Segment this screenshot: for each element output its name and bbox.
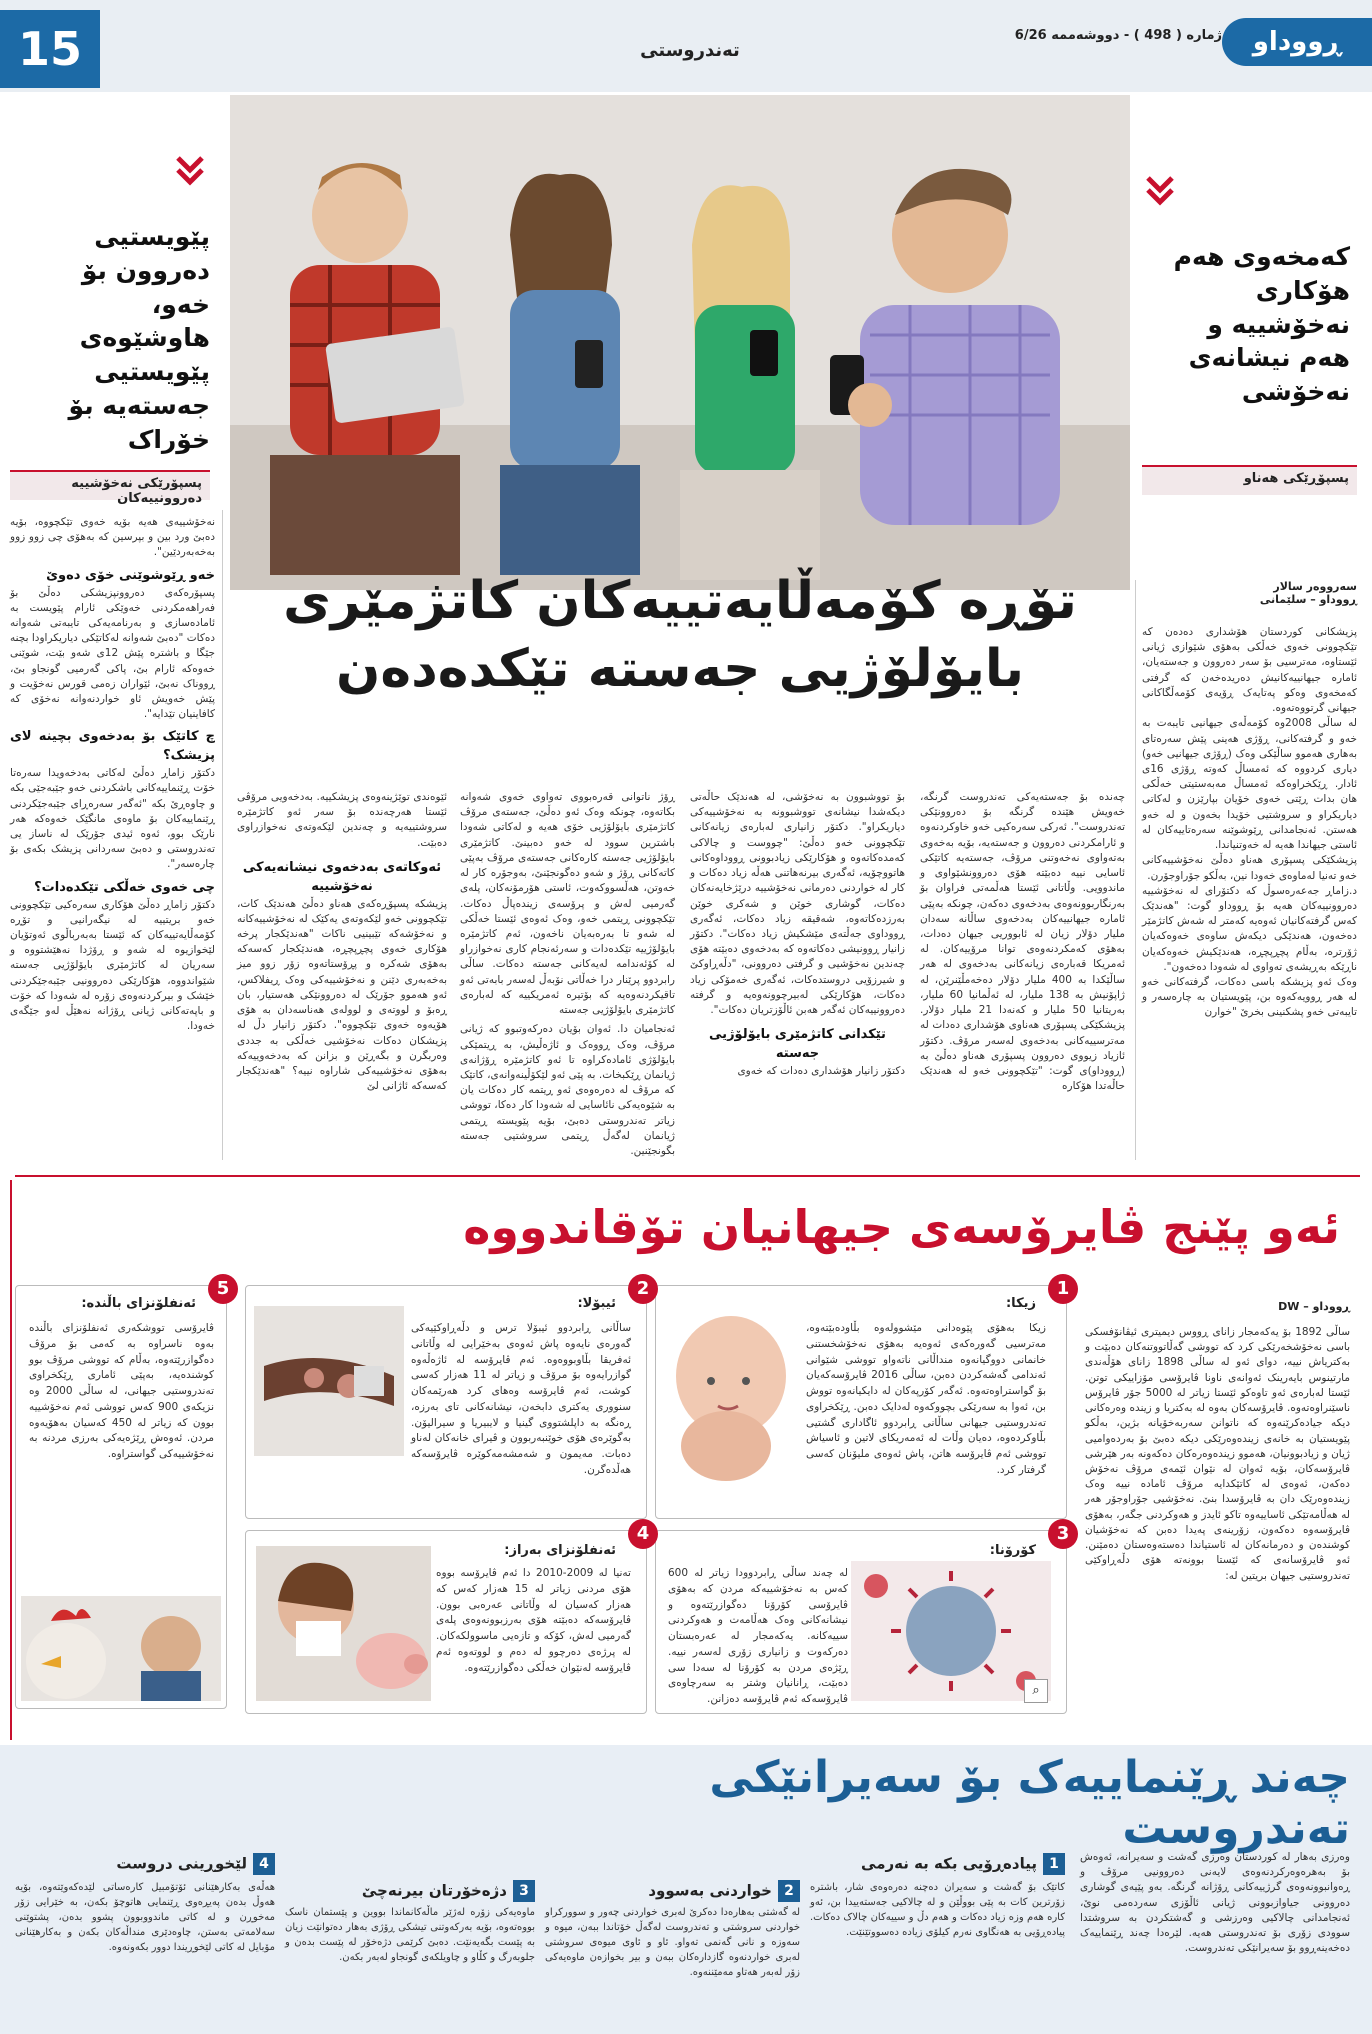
right-body-4: د.زاماڕ جەعەرەسوڵ کە دکتۆرای لە نەخۆشییە دەروونییەکان هەیە بۆ ڕووداو گوت: "هەندێک کەس گرفتەکانیان ئەوەیە کەمتر لە شەش کاتژمێر دەخەون، هەندێکی دیکەش ساوەی خەوەکەیان ژۆرترە، بەڵام پچڕپچڕە، هەندێکیش خەوەکەیان ناڕێکە بەڕیشەی تەواوی لە شەودا دەخەون". bbox=[1142, 884, 1357, 973]
page-number: 15 bbox=[0, 10, 100, 88]
tip-heading-1 bbox=[810, 1853, 1065, 1875]
byline-org: ڕووداو – سلێمانی bbox=[1259, 593, 1357, 606]
coronavirus-illustration bbox=[851, 1561, 1051, 1701]
left-subhead-3: چی خەوی خەڵکی تێکدەدات؟ bbox=[34, 879, 215, 895]
virus-number: 3 bbox=[1048, 1519, 1078, 1549]
virus-section-rule bbox=[15, 1175, 1360, 1177]
search-icon[interactable]: ⌕ bbox=[1024, 1679, 1048, 1703]
tip-number: 3 bbox=[513, 1880, 535, 1902]
virus-text: تەنیا لە 2009-2010 دا ئەم ڤایرۆسە بووە هۆی مردنی زیاتر لە 15 هەزار کەس کە هەزار کەسیان لە وڵاتانی عەرەبی بوون. ڤایرۆسەکە دەبێتە هۆی بەرزبوونەوەی پلەی گەرمیی لەش، کۆکە و تازەیی ماسوولکەکان. لە پرژەی دەرچوو لە دەم و لووتەوە ئەم ڤایرۆسە لەنێوان خەڵکی دەگوازرێتەوە. bbox=[436, 1567, 631, 1674]
logo bbox=[1222, 18, 1372, 66]
article-subhead: ئەوکاتەی بەدخەوی نیشانەیەکی نەخۆشییە bbox=[242, 859, 442, 894]
article-text: چەندە بۆ جەستەیەکی تەندروست گرنگە، خەویش هێندە گرنگە بۆ دەروونێکی تەندروست". ئەرکی سەرەکیی خەو خاوکردنەوە و ئارامکردنی دەروون و جەستەیە، بۆیە بەخەوی بەتەواوی نەخەوتنی مرۆڤ، جەستەیە کاتێکی ئاسایی نییە دەبێتە هۆی دەروونشێواوی و ماندوویی. وڵاتانی ئێستا هەڵمەتی فراوان بۆ بەرنگاربوونەوەی بەدخەوی دەکەن، چونکە بەپێی ئامارە جیهانییەکان بەدخەوی ساڵانە سەدان ملیار دۆلار زیان لە ئابووریی جیهان دەدات، بەهۆی کەمکردنەوەی توانا مرۆییەکان. لە ئەمریکا قەبارەی زیانەکانی بەدخەوی لە هەر ساڵێکدا بە 400 ملیار دۆلار دەخەمڵێنرێن، لە ژاپۆنیش بە 138 ملیار، لە ئەڵمانیا 60 ملیار، بەریتانیا 50 ملیار و کەنەدا 21 ملیار دۆلار. پزیشکێکی پسپۆری هەناوی هۆشداری دەدات لە مەترسییەکانی بەدخەوی لەسەر مرۆڤ. دکتۆر ئازیاد زیووی دەروون پسپۆری هەناو دەڵێ بە (ڕووداو)ی گوت: "تێکچوونی خەو لە هەندێک حاڵەتدا هۆکارە bbox=[920, 791, 1126, 1093]
article-column-1 bbox=[920, 790, 1125, 1094]
tip-heading-2 bbox=[545, 1880, 800, 1902]
article-subhead: تێکدانی کاتژمێری بایۆلۆژیی جەستە bbox=[709, 1027, 886, 1062]
virus-card-corona bbox=[655, 1523, 1070, 1714]
article-text: ئێوەندی توێژینەوەی پزیشکییە. بەدخەویی مرۆڤی ئێستا هەرچەندە بۆ سەر ئەو کاتژمێرە سروشتییەیە و چەندین لێکەوتەی نەخوازراوی دەبێت. bbox=[237, 791, 447, 849]
virus-source: ڕووداو – DW bbox=[1278, 1300, 1350, 1313]
virus-number: 2 bbox=[628, 1274, 658, 1304]
virus-name: ئەنفلۆنزای باڵندە: bbox=[81, 1296, 196, 1311]
tips-intro bbox=[1080, 1850, 1350, 1957]
left-body-4: دکتۆر زاماڕ دەڵێ هۆکاری سەرەکیی تێکچوونی خەو بریتییە لە نیگەرانیی و تۆڕە کۆمەڵایەتییەکان کە ئێستا بەبەرباڵوی ئەوتۆیان لێخوازیوە لە شەو و ڕۆژدا نەهێشتووە و سەریان لە کاتژمێری بایۆلۆژیی جەستە شێواندووە، هۆکارێکی دەروونیی جێبەجێکردنی خێشک و بیرکردنەوەی زۆرە لە شەودا کە خۆت و باپەتەکانی ژیانی ڕۆژانە نەهێڵ لەو جێگەی خەودا. bbox=[10, 898, 215, 1033]
right-body-3: پزیشکێکی پسپۆری هەناو دەڵێ نەخۆشییەکانی خەو تەنیا لەماوەی خەودا نین، بەڵکو جۆراوجۆرن. bbox=[1142, 854, 1357, 882]
tip-title: خواردنی بەسوود bbox=[648, 1881, 772, 1900]
virus-number: 4 bbox=[628, 1519, 658, 1549]
tip-text-4: هەڵەی بەکارهێنانی ئۆتۆمبیل کارەساتی لێدەکەوێتەوە، بۆیە هەوڵ بدەن پەیڕەوی ڕێنمایی هاتوچۆ بکەن، بە خێرایی زۆر مەخوڕن و لە کاتی ماندووبوون پشوو بدەن، پشتوێنی سەلامەتی بەستن، چاوەدێری منداڵەکان بکەن و بەکارهێنانی مۆبایل لە کاتی لێخوڕیندا دوور بکەونەوە. bbox=[15, 1882, 275, 1953]
left-sidebar-tag: پسپۆرێکی نەخۆشییە دەروونییەکان bbox=[10, 470, 210, 500]
virus-text: لە چەند ساڵی ڕابردوودا زیاتر لە 600 کەس بە نەخۆشییەکە مردن کە بەهۆی ڤایرۆسی کۆرۆنا دەگوازرێتەوە و نیشانەکانی وەک هەڵامەت و هەوکردنی سییەکانە. یەکەمجار لە عەرەبستان دەرکەوت و زانیاری زۆری لەسەر نییە. ڕێژەی مردن بە کۆرۆنا لە سەدا سی دەبێت، ڕانانیان وشتر بە سەرچاوەی ڤایرۆسەکە ئەم ڤایرۆسە دەزانن. bbox=[668, 1567, 848, 1705]
right-body-5: وەک ئەو پزیشکە باسی دەکات، گرفتەکانی خەو لە هەر ڕوویەکەوە بن، پێویستیان بە چارەسەر و تایبەتی خەو پشکنینی بخرێ "خوارن bbox=[1142, 976, 1357, 1019]
virus-name: زیکا: bbox=[1005, 1296, 1036, 1311]
virus-card-bird-flu bbox=[15, 1278, 230, 1709]
tip-text-2: لە گەشتی بەهارەدا دەکرێ لەبری خواردنی چەور و سوورکراو خواردنی سروشتی و تەندروست لەگەڵ خۆتاندا ببەن، میوە و سەوزە و نانی گەنمی تەواو. ئاو و ئاوی میوەی سروشتی لەبری خواردنەوە گازدارەکان ببەن و بیر بخوازەن ماوەیەکی زۆر لەبەر هەتاو مەمێننەوە. bbox=[545, 1907, 800, 1978]
virus-intro bbox=[1085, 1325, 1350, 1584]
left-subhead-1: خەو ڕێوشوێنی خۆی دەوێ bbox=[46, 567, 215, 583]
column-divider bbox=[222, 510, 223, 1160]
main-article-title: تۆڕە کۆمەڵایەتییەکان کاتژمێری بایۆلۆژیی جەستە تێکدەدەن bbox=[283, 571, 1077, 699]
tip-heading-4 bbox=[15, 1853, 275, 1875]
right-sidebar-tag: پسپۆڕێکی هەناو bbox=[1142, 465, 1357, 495]
article-column-4 bbox=[237, 790, 447, 1094]
sneezing-woman-and-pig-illustration bbox=[256, 1546, 431, 1701]
virus-section-border bbox=[10, 1180, 12, 1740]
logo-text: ڕووداو bbox=[1252, 27, 1342, 57]
right-sidebar-body bbox=[1142, 625, 1357, 1021]
article-column-3 bbox=[460, 790, 675, 1159]
teens-with-phones-illustration bbox=[230, 95, 1130, 590]
article-text: ئەنجامیان دا. ئەوان بۆیان دەرکەوتبوو کە ژیانی مرۆڤ، وەک ڕووەک و ئاژەڵیش، بە ڕیتمێکی بایۆلۆژی ئامادەکراوە تا ئەو کاتژمێرە ڕۆژانەی ژیانمان ڕێکبخات. بە پێی ئەو لێکۆڵینەوانەی، کاتێک کە مرۆڤ لە دەرەوەی ئەو ڕیتمە کار دەکات یان بە شێوەیەکی نائاسایی لە شەودا کار دەکا، تووشی زیاتر تەندروستی دەبێ، بۆیە پێویستە ڕیتمی ژیانمان لەگەڵ ڕیتمی سروشتیی جەستە بگونجێنین. bbox=[460, 1023, 675, 1158]
tip-number: 1 bbox=[1043, 1853, 1065, 1875]
tips-section-title: چەند ڕێنماییەک بۆ سەیرانێکی تەندروست bbox=[709, 1752, 1350, 1854]
left-sidebar-body bbox=[10, 515, 215, 1035]
left-sidebar-headline: پێویستیی دەروون بۆ خەو، هاوشێوەی پێویستیی جەستەیە بۆ خۆراک bbox=[68, 222, 210, 454]
rooster-and-man-illustration bbox=[21, 1596, 221, 1701]
chevron-down-icon bbox=[1140, 170, 1180, 214]
virus-card-ebola bbox=[245, 1278, 650, 1519]
article-column-2 bbox=[690, 790, 905, 1079]
virus-intro-text: ساڵی 1892 بۆ یەکەمجار زانای ڕووس دیمیتری ئیڤانۆفسکی باسی نەخۆشخەرێکی کرد کە تووشی گەڵاتووتنەکان دەبێت و بەکتریاش نییە، دوای ئەو لە ساڵی 1898 زانای هۆڵەندی مارتینوس بایەرینک ئەوانەی ناونا ڤایرۆسی مۆزاییکی توتن. ئێستا لەبارەی ئەو تاوەکو ئێستا زیاتر لە 5000 جۆر ڤایرۆس ناسێنراوەتەوە. ڤایرۆسەکان بەوە لە بەکتریا و زیندە وەرەکانی دیکە جیادەکرێنەوە کە ناتوانن سەربەخۆیانە بژین، بەڵکو پێویستیان بە خانەی زیندەوەرێکی دیکە دەبێ بۆ بەردەوامیی ژیان و زیادبوونیان، هەموو زیندەوەرەکان دەکەونە بەر هێرشی ڤایرۆسەکان، بۆیە ئەوان لە نێوان ئێمەی مرۆڤ نەخۆش دەکەن، ئەوەی لە کاتێکدایە مرۆڤ ئامادە نییە وەک زیندەوەرێک دان بە ڤایرۆسدا بنێ. نەخۆشیی جۆراوجۆر هەر لە هەڵامەتێکی ئاساییەوە تاکو ئایدز و هەوکردنی جگەر، بەهۆی ڤایرۆسەوە دەکەون، زۆرینەی پەیدا دەبن کە نەخۆشیان کوشندەن و دەرمانەکان لە ئاستیاندا دەستەوەستان دەمێنن. ئەو ڤایرۆسانەی کە ئێستا بوونەتە هۆی دڵەڕاوکێی تەندروستیی جیهان بریتین لە: bbox=[1085, 1326, 1350, 1582]
column-divider bbox=[1135, 580, 1136, 1160]
byline bbox=[1142, 580, 1357, 606]
virus-text: زیکا بەهۆی پێوەدانی مێشوولەوە بڵاودەبێتەوە، مەترسیی گەورەکەی ئەوەیە بەهۆی نەخۆشخستنی خانمانی دووگیانەوە منداڵانی ناتەواو تووشی شێوانی ئەندامی گەشەکردن دەبن، ساڵی 2016 ڤایرۆسەکەیان بۆ گواستراوەتەوە. ئەگەر کۆرپەکان لە دایکیانەوە تووش بن، ئەوا بە سەرێکی بچووکەوە لەدایک دەبن. ڕێکخراوی تەندروستیی جیهانی ساڵانی ڕابردوو ئاگاداری گشتیی بڵاوکردەوە، دەیان وڵات لە ئەمەریکای لاتین و ئاسیاش تووشی ئەم ڤایرۆسە هاتن، پاش ئەوەی ملیۆنان کەسی گرفتار کرد. bbox=[806, 1322, 1047, 1476]
virus-text: ساڵانی ڕابردوو ئیبۆلا ترس و دڵەڕاوکێیەکی گەورەی نایەوە پاش ئەوەی بەخێرایی لە وڵاتانی ئەفریقا بڵاوبووەوە. ئەم ڤایرۆسە لە ئاژەڵەوە گوازرایەوە بۆ مرۆڤ و زیاتر لە 11 هەزار کەسی کوشت، ئەم ڤایرۆسە وەهای کرد هەرێمەکان سنووری یەکتری دابخەن، نیشانەکانی تای بەرزە، ڕەنگە بە داپلشتووی گینیا و لایبیریا و سیرالیۆن. بەگوێرەی هۆی خوێنبەربوون و ڤیرای خانەکان لەناو دەبات. مەیمون و شەمشەمەکوێرە ڤایرۆسەکە هەڵدەگرن. bbox=[411, 1322, 632, 1476]
tip-number: 2 bbox=[778, 1880, 800, 1902]
virus-number: 5 bbox=[208, 1274, 238, 1304]
byline-name: سەرووەر سالار bbox=[1273, 580, 1357, 593]
virus-card-swine-flu bbox=[245, 1523, 650, 1714]
left-body-2: پسپۆرەکەی دەروونپزیشکی دەڵێ بۆ فەراهەمکردنی خەوێکی ئارام پێویست بە ئامادەسازی و بەرنامەیەکی تایبەتی شەوانە دەکات "دەبێ شەوانە لەکاتێکی دیاریکراودا بچنە جێگا و باشترە پێش 12ی شەو بێت، شوێنی خەوەکە ئارام بێ، پاکی گەرمیی گونجاو بێ، ڕووناک نەبێ، ئێواران زەمی قورس نەخۆیت و پێش خەویش ئاو خواردنەوانە نەخۆی کە کافاینیان تێدایە". bbox=[10, 586, 215, 721]
virus-name: کۆرۆنا: bbox=[989, 1543, 1036, 1558]
article-text: پزیشکە پسپۆڕەکەی هەناو دەڵێ هەندێک کات، تێکچوونی خەو لێکەوتەی یەکێک لە نەخۆشییەکانە و نەخۆشەکە تێبینیی ناکات "هەندێکجار پرخە هۆکاری خەوی پچڕپچڕە، هەندێکجار کەسەکە بەهۆی شەکرە و پڕۆستاتەوە زۆر زوو میز بەخەبەری دێنن و نەخۆشییەکی وەک ڕیفلاکس، ئەو هەموو جۆرێک لە دەروونێکی هەستیار، بان ڕەبۆ و لووتەی و لوولەی هەناسەدان بە هۆی هۆیەوە خەوی تێکچووە". دکتۆر زانیار دڵ لە پزیشکان دەکات نەخۆشیی خەڵکی بە جددی وەربگرن و بگەڕێن و بزانن کە بەدخەوییەکە بەهۆی نەخۆشییەکی شاراوە نییە؟ "هەندێکجار کەسەکە ئاژانی لێ bbox=[237, 897, 447, 1093]
infected-arm-illustration bbox=[254, 1306, 404, 1456]
virus-section-title: ئەو پێنج ڤایرۆسەی جیهانیان تۆقاندووە bbox=[463, 1200, 1340, 1254]
right-body-2: لە ساڵی 2008وە کۆمەڵەی جیهانیی تایبەت بە خەو و گرفتەکانی، ڕۆژی هەینی پێش سەرەتای بەهاری هەموو ساڵێکی وەک (ڕۆژی جیهانیی خەو) دیاری کردووە کە ئەمساڵ کەوتە ڕۆژی 16ی ئادار. ڕێکخراوەکە ئەمساڵ مەبەستیتی خەڵکی هان بدات ڕێتی خەوی خۆیان بپارێزن و لەکاتی دیاریکراو و سروشتیی خۆیدا بخەون و لە خەو هەستن. ئەنجامدانی ڕێوشوێنە سەرەتاییەکان لە ئاستی جیهاندا هەیە لە خەوتنیاندا. bbox=[1142, 717, 1357, 852]
right-body-1: پزیشکانی کوردستان هۆشداری دەدەن کە تێکچوونی خەوی خەڵکی بەهۆی شێوازی ژیانی ئێستاوە، مەترسیی بۆ سەر دەروون و جەستەیان، ئامارە جیهانییەکانیش دەریدەخەن کە گرفتی کەمخەوی وەکو پەتایەک ڕۆیەی کۆمەڵگاکانی جیهانی گرتووەتەوە. bbox=[1142, 626, 1357, 715]
article-text: ڕۆژ ناتوانی قەرەبووی تەواوی خەوی شەوانە بکاتەوە، چونکە وەک ئەو دەڵێ، جەستەی مرۆڤ کاتژمێری بایۆلۆژیی خۆی هەیە و لەکاتی شەودا باشترین سوود لە خەو دەبینێ. کاتژمێری بایۆلۆژیی جەستە کارەکانی جەستەی مرۆڤ بەپێی کاتەکانی ڕۆژ و شەو دەگونجێنێ، بەوجۆرە کار لە خەوتن، هەڵسووکەوت، ئاستی هۆرمۆنەکان، پلەی گەرمیی لەش و پرۆسەی زیندەپاڵ دەکات. تێکچوونی ڕیتمی خەو، وەک ئەوەی ئێستا خەڵکی لە شەو تا بەرەبەیان ناخەون، ئەم کاتژمێرە بایۆلۆژییە تێکدەدات و سەرئەنجام کاری نەخوازراو لە کۆئەندامە لەیەکانی جەستە دەکات. ساڵی رابردوو پرێنار درا خەڵاتی نۆبەڵ لەسەر بابەتی ئەو تاقیکردنەوەیە کە بۆتیرە ئەمریکییە کە لەبارەی کاتژمێری بایۆلۆژیی جەستە bbox=[460, 791, 675, 1017]
virus-number: 1 bbox=[1048, 1274, 1078, 1304]
virus-name: ئەنفلۆنزای بەراز: bbox=[504, 1543, 616, 1558]
chevron-down-icon bbox=[170, 150, 210, 194]
issue-line: ژمارە ( 498 ) - دووشەممە 6/26 bbox=[1014, 28, 1222, 43]
tip-text-1: کاتێک بۆ گەشت و سەیران دەچنە دەرەوەی شار، باشترە زۆرترین کات بە پێی بووڵێن و لە چالاکیی جەستەییدا بن، ئەو کارە هەم وزە زیاد دەکات و هەم دڵ و سییەکان چالاک دەکات. پیادەڕۆیی بە هەنگاوی نەرم کیلۆی زیادە دەسووتێنێت. bbox=[810, 1882, 1065, 1938]
left-body-1: نەخۆشییەی هەیە بۆیە خەوی تێکچووە، بۆیە دەبێ ورد بین و بپرسین کە بەهۆی چی زوو زوو بەخەبەردێین". bbox=[10, 516, 215, 559]
section-title: تەندروستی bbox=[640, 40, 740, 61]
tip-title: لێخوڕینی دروست bbox=[116, 1854, 247, 1873]
tip-text-3: ماوەیەکی زۆرە لەژێر ماڵەکانماندا بووین و پێستمان ناسک بووەتەوە، بۆیە بەرکەوتنی تیشکی ڕۆژی بەهار دەتوانێت زیان بە پێست بگەیەنێت. دەبێ کرێمی دژەخۆر لە پێست بدەن و جلوبەرگ و کڵاو و چاویلکەی گونجاو لەبەر بکەن. bbox=[285, 1907, 535, 1963]
virus-name: ئیبۆلا: bbox=[577, 1296, 616, 1311]
tips-intro-text: وەرزی بەهار لە کوردستان وەرزی گەشت و سەیرانە، ئەوەش بۆ بەهرەوەرکردنەوەی لایەنی دەروونیی مرۆڤ و ڕەوانبوونەوەی گرژییەکانی ڕۆژانە گرنگە. بەو پێیەی گوشاری دەروونی جیاوازبوونی ژیانی ئاڵۆزی سەردەمی نوێ، ئەنجامدانی چالاکیی وەرزشی و گەشتکردن بە سروشتدا سوودی زۆری بۆ تەندروستی هەیە. لێرەدا چەند ڕێنماییەک دەخەینەڕوو بۆ سەیرانێکی تەندروست. bbox=[1080, 1851, 1350, 1955]
virus-text: ڤایرۆسی تووشکەری ئەنفلۆنزای باڵندە بەوە ناسراوە بە کەمی بۆ مرۆڤ دەگوازرێتەوە، بەڵام کە تووشی مرۆڤ بوو کوشندەیە، بەپێی ئاماری ڕێکخراوی تەندروستیی جیهانی، لە ساڵی 2000 وە نزیکەی 900 کەس تووشی ئەم نەخۆشییە بوون کە زیاتر لە 450 کەسیان بەهۆیەوە مردن. ئەوەش ڕێژەیەکی بەرزی مردنە بە نەخۆشییەکی گواستراوە. bbox=[29, 1322, 215, 1460]
tip-title: دژەخۆرتان بیرنەچێ bbox=[361, 1881, 507, 1900]
article-text: دکتۆر زانیار هۆشداری دەدات کە خەوی bbox=[737, 1064, 905, 1077]
baby-illustration bbox=[666, 1306, 796, 1486]
article-text: بۆ تووشبوون بە نەخۆشی، لە هەندێک حاڵەتی دیکەشدا نیشانەی تووشبوونە بە نەخۆشییەکی دیاریکراو". دکتۆر زانیاری لەبارەی زیانەکانی تێکچوونی خەو دەڵێ: "چووست و چالاکی کەمدەکاتەوە و هۆکارێکی زیادبوونی ڕووداوەکانی هاتووچۆیە، ئەگەری بیرنەهاتنی هەڵە زیاد دەکات و کار لە خواردنی دەرمانی نەخۆشییە درێژخایەنەکان دەکات، گوشاری خوێن و شەکری خوێن بەرزدەکاتەوە، شەقیقە زیاد دەکات، ئەگەری ڕووداوی جەڵتەی مێشکیش زیاد دەکات". دکتۆر زانیار ڕوونیشی دەکاتەوە کە بەدخەوی دەبێتە هۆی چەندین نەخۆشیی و گرفتی دەروونی، "دڵەڕاوکێ و شیرزۆیی دروستدەکات، ئەگەری خەمۆکی زیاد دەکات، هۆکارێکی لەبیرچوونەوەیە و گرفتە دەروونییەکان ئەگەر هەبن ئاڵۆزتریان دەکات". bbox=[690, 791, 905, 1017]
tip-title: پیادەڕۆیی بکە بە نەرمی bbox=[861, 1854, 1037, 1873]
right-sidebar-headline: کەمخەوی هەم هۆکاری نەخۆشییە و هەم نیشانەی نەخۆشی bbox=[1173, 242, 1350, 406]
virus-card-zika bbox=[655, 1278, 1070, 1519]
left-body-3: دکتۆر زاماڕ دەڵێ لەکاتی بەدخەویدا سەرەتا خۆت ڕێنماییەکانی باشکردنی خەو جێبەجێی بکە و چاوەڕێ بکە "ئەگەر سەرەڕای جێبەجێکردنی ڕێنماییەکان بۆ ماوەی مانگێک خەوەکە هەر نارێک بوو، ئەوە ئیدی جۆرێک لە ناساز یی تەندروستی و دەبێ سەردانی پزیشک بکەی بۆ چارەسەر". bbox=[10, 767, 215, 871]
left-subhead-2: چ کاتێک بۆ بەدخەوی بچینە لای پزیشک؟ bbox=[10, 729, 215, 764]
tip-heading-3 bbox=[285, 1880, 535, 1902]
hero-photo bbox=[230, 95, 1130, 590]
tip-number: 4 bbox=[253, 1853, 275, 1875]
